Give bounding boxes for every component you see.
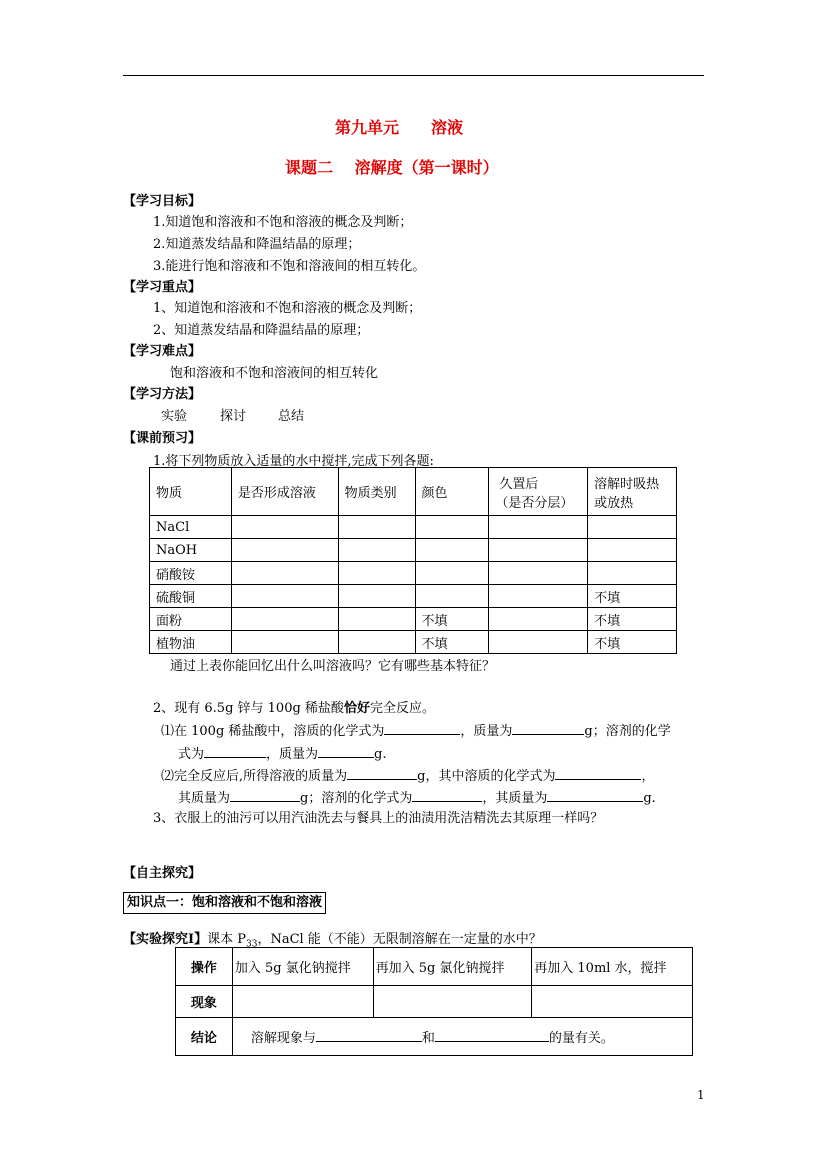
table-cell: 不填 xyxy=(415,631,489,654)
phenomenon-cell xyxy=(232,986,373,1018)
table-cell: 不填 xyxy=(415,608,489,631)
table-cell xyxy=(415,516,489,539)
op-cell: 加入 5g 氯化钠搅拌 xyxy=(232,948,373,986)
phenomenon-cell xyxy=(373,986,532,1018)
table-cell xyxy=(489,562,588,585)
table-cell xyxy=(489,608,588,631)
header-cell: 溶解时吸热 或放热 xyxy=(588,468,677,516)
preview-q3: 3、衣服上的油污可以用汽油洗去与餐具上的油渍用洗洁精洗去其原理一样吗？ xyxy=(153,811,604,826)
table-cell: 植物油 xyxy=(150,631,232,654)
header-cell: 久置后 （是否分层） xyxy=(489,468,588,516)
header-cell: 物质 xyxy=(150,468,232,516)
goal-item: 1.知道饱和溶液和不饱和溶液的概念及判断； xyxy=(153,215,413,230)
unit-title: 第九单元 溶液 xyxy=(335,118,464,137)
lesson-title: 课题二 溶解度（第一课时） xyxy=(285,158,499,177)
difficulty-text: 饱和溶液和不饱和溶液间的相互转化 xyxy=(170,366,379,381)
row-label-conclusion: 结论 xyxy=(176,1018,233,1056)
focus-item: 2、知道蒸发结晶和降温结晶的原理； xyxy=(153,323,370,338)
explore-heading: 【自主探究】 xyxy=(123,866,202,881)
table-cell xyxy=(489,516,588,539)
q2-part1-line1: ⑴在 100g 稀盐酸中，溶质的化学式为 ，质量为 g；溶剂的化学 xyxy=(161,724,671,739)
op-cell: 再加入 10ml 水，搅拌 xyxy=(532,948,693,986)
table-cell: 硝酸铵 xyxy=(150,562,232,585)
table-cell xyxy=(489,631,588,654)
table-cell xyxy=(338,562,415,585)
table-cell xyxy=(588,516,677,539)
method-item: 实验 xyxy=(161,409,188,424)
header-cell: 物质类别 xyxy=(338,468,415,516)
q2-part2-line1: ⑵完全反应后,所得溶液的质量为 g，其中溶质的化学式为 ， xyxy=(161,769,655,784)
table-row xyxy=(150,608,677,631)
header-cell: 是否形成溶液 xyxy=(231,468,338,516)
row-label-phenomenon: 现象 xyxy=(176,986,233,1018)
preview-heading: 【课前预习】 xyxy=(123,431,202,446)
preview-q1: 1.将下列物质放入适量的水中搅拌,完成下列各题: xyxy=(153,454,434,469)
page-number: 1 xyxy=(697,1088,705,1102)
table-row xyxy=(150,585,677,608)
table-cell xyxy=(231,516,338,539)
method-item: 总结 xyxy=(278,409,305,424)
goal-item: 3.能进行饱和溶液和不饱和溶液间的相互转化。 xyxy=(153,259,426,274)
method-item: 探讨 xyxy=(220,409,247,424)
table-cell xyxy=(338,516,415,539)
table-cell: 面粉 xyxy=(150,608,232,631)
table-cell xyxy=(489,539,588,562)
table-cell: NaOH xyxy=(150,539,232,562)
table-cell xyxy=(338,608,415,631)
substance-table xyxy=(149,467,677,654)
table-row xyxy=(150,631,677,654)
q2-part1-line2: 式为 ，质量为 g. xyxy=(178,747,387,762)
table-row xyxy=(150,516,677,539)
q2-intro: 2、现有 6.5g 锌与 100g 稀盐酸恰好完全反应。 xyxy=(153,701,435,716)
table-cell xyxy=(489,585,588,608)
op-cell: 再加入 5g 氯化钠搅拌 xyxy=(373,948,532,986)
focus-item: 1、知道饱和溶液和不饱和溶液的概念及判断； xyxy=(153,301,422,316)
knowledge-point-box: 知识点一：饱和溶液和不饱和溶液 xyxy=(123,892,326,914)
experiment-table xyxy=(175,947,693,1056)
table-cell xyxy=(415,539,489,562)
table-cell xyxy=(338,631,415,654)
method-heading: 【学习方法】 xyxy=(123,387,202,402)
table-cell xyxy=(588,562,677,585)
goals-heading: 【学习目标】 xyxy=(123,194,202,209)
table-cell: 不填 xyxy=(588,608,677,631)
table-cell: NaCl xyxy=(150,516,232,539)
table-cell xyxy=(231,539,338,562)
table-cell xyxy=(415,585,489,608)
table-cell xyxy=(588,539,677,562)
q2-part2-line2: 其质量为 g；溶剂的化学式为 ，其质量为 g. xyxy=(178,791,656,806)
table-row xyxy=(150,562,677,585)
row-label-operation: 操作 xyxy=(176,948,233,986)
table-row xyxy=(150,539,677,562)
table-cell: 不填 xyxy=(588,631,677,654)
focus-heading: 【学习重点】 xyxy=(123,280,202,295)
header-rule xyxy=(123,75,704,76)
table-cell xyxy=(338,539,415,562)
experiment-line: 【实验探究Ⅰ】课本 $P_{33}$，NaCl 能（不能）无限制溶解在一定量的水中？ xyxy=(123,932,542,950)
table-cell xyxy=(231,608,338,631)
table-cell: 硫酸铜 xyxy=(150,585,232,608)
table-cell xyxy=(231,562,338,585)
table-cell xyxy=(338,585,415,608)
conclusion-cell: 溶解现象与 和 的量有关。 xyxy=(232,1018,692,1056)
phenomenon-cell xyxy=(532,986,693,1018)
table-cell xyxy=(231,631,338,654)
table-cell: 不填 xyxy=(588,585,677,608)
after-table-question: 通过上表你能回忆出什么叫溶液吗？它有哪些基本特征？ xyxy=(170,659,496,674)
goal-item: 2.知道蒸发结晶和降温结晶的原理； xyxy=(153,237,361,252)
header-cell: 颜色 xyxy=(415,468,489,516)
difficulty-heading: 【学习难点】 xyxy=(123,344,202,359)
table-cell xyxy=(231,585,338,608)
table-cell xyxy=(415,562,489,585)
